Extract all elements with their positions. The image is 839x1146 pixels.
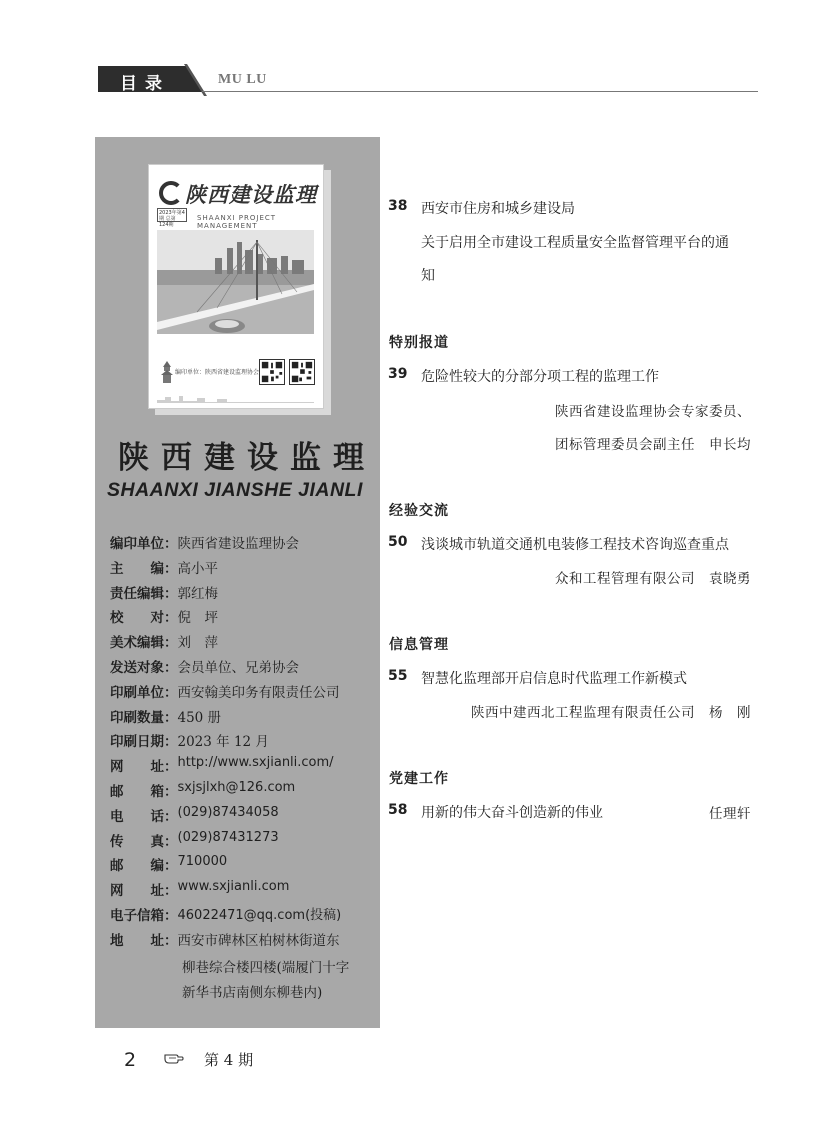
colophon-label: 印刷单位： bbox=[110, 684, 178, 701]
colophon-row bbox=[110, 929, 378, 954]
section-heading: 经验交流 bbox=[389, 503, 449, 519]
colophon-value: 刘 萍 bbox=[177, 635, 218, 652]
website-link[interactable]: www.sxjianli.com bbox=[177, 879, 290, 895]
toc-page-number: 50 bbox=[388, 534, 408, 550]
toc-entry-author: 陕西中建西北工程监理有限责任公司 杨 刚 bbox=[471, 705, 751, 721]
colophon-row bbox=[110, 755, 378, 780]
colophon-label: 印刷日期： bbox=[110, 734, 178, 751]
website-link[interactable]: http://www.sxjianli.com/ bbox=[177, 755, 334, 771]
colophon-row bbox=[110, 780, 378, 805]
cover-image bbox=[148, 164, 324, 409]
magazine-logo-icon bbox=[159, 181, 183, 205]
colophon-label: 网 址： bbox=[110, 759, 178, 776]
section-heading: 党建工作 bbox=[389, 771, 449, 787]
cover-english: SHAANXI PROJECT MANAGEMENT bbox=[197, 214, 277, 230]
toc-page-number: 55 bbox=[388, 668, 408, 684]
magazine-title-cn: 陕西建设监理 bbox=[118, 440, 376, 476]
qr-code-icon bbox=[259, 359, 285, 385]
cover-issue-badge: 2023年第4期 总第124期 bbox=[157, 208, 187, 222]
toc-entry-title[interactable]: 智慧化监理部开启信息时代监理工作新模式 bbox=[421, 671, 687, 687]
cover-skyline bbox=[157, 393, 314, 403]
section-heading: 特别报道 bbox=[389, 335, 449, 351]
colophon-value: 陕西省建设监理协会 bbox=[177, 536, 299, 552]
colophon-row bbox=[110, 582, 378, 607]
colophon-label: 校 对： bbox=[110, 610, 178, 627]
toc-entry-title[interactable]: 用新的伟大奋斗创造新的伟业 bbox=[421, 805, 603, 821]
colophon-row bbox=[110, 606, 378, 631]
toc-page-number: 38 bbox=[388, 198, 408, 214]
toc-page-number: 39 bbox=[388, 366, 408, 382]
toc-entry-author: 团标管理委员会副主任 申长均 bbox=[555, 437, 751, 453]
qr-code-icon bbox=[289, 359, 315, 385]
colophon-row bbox=[110, 904, 378, 929]
colophon-value: 倪 坪 bbox=[177, 610, 218, 627]
colophon-label: 美术编辑： bbox=[110, 635, 178, 652]
cover-caption bbox=[157, 337, 314, 355]
colophon-value: 2023 年 12 月 bbox=[177, 734, 269, 751]
header-english: MU LU bbox=[218, 72, 267, 87]
toc-entry-title[interactable]: 关于启用全市建设工程质量安全监督管理平台的通 bbox=[421, 235, 729, 251]
colophon-label: 地 址： bbox=[110, 932, 178, 949]
colophon-row bbox=[110, 805, 378, 830]
colophon-row bbox=[110, 656, 378, 681]
colophon-label: 发送对象： bbox=[110, 659, 178, 676]
colophon-row bbox=[110, 532, 378, 557]
address-line: 柳巷综合楼四楼(端履门十字 bbox=[182, 960, 350, 976]
colophon-value: 西安翰美印务有限责任公司 bbox=[177, 684, 340, 701]
colophon-label: 网 址： bbox=[110, 883, 178, 900]
toc-entry-title[interactable]: 危险性较大的分部分项工程的监理工作 bbox=[421, 369, 659, 385]
colophon-label: 邮 箱： bbox=[110, 783, 178, 800]
toc-entry-org[interactable]: 西安市住房和城乡建设局 bbox=[421, 201, 575, 217]
section-heading: 信息管理 bbox=[389, 637, 449, 653]
header-rule bbox=[202, 91, 758, 92]
colophon-value: 会员单位、兄弟协会 bbox=[177, 659, 299, 676]
toc-entry-title[interactable]: 浅谈城市轨道交通机电装修工程技术咨询巡查重点 bbox=[421, 537, 729, 553]
cover-title: 陕西建设监理 bbox=[185, 182, 317, 207]
page-number: 2 bbox=[124, 1049, 137, 1071]
hand-pointer-icon bbox=[164, 1051, 184, 1065]
colophon-row bbox=[110, 830, 378, 855]
page-header bbox=[98, 66, 758, 94]
email-link[interactable]: sxjsjlxh@126.com bbox=[177, 779, 296, 795]
colophon bbox=[110, 532, 378, 954]
colophon-label: 编印单位： bbox=[110, 536, 178, 552]
colophon-row bbox=[110, 631, 378, 656]
colophon-value: 西安市碑林区柏树林街道东 bbox=[177, 932, 340, 949]
toc-entry-author: 陕西省建设监理协会专家委员、 bbox=[555, 404, 751, 420]
colophon-label: 邮 编： bbox=[110, 858, 178, 875]
toc-entry-title[interactable]: 知 bbox=[421, 268, 435, 284]
address-line: 新华书店南侧东柳巷内) bbox=[182, 985, 323, 1001]
colophon-label: 电 话： bbox=[110, 808, 178, 825]
colophon-value: (029)87434058 bbox=[177, 804, 279, 820]
colophon-label: 电子信箱： bbox=[110, 907, 178, 924]
cover-publisher: 编印单位：陕西省建设监理协会 bbox=[175, 369, 260, 376]
colophon-value: 710000 bbox=[177, 854, 228, 870]
colophon-value: (029)87431273 bbox=[177, 829, 279, 845]
issue-label: 第 4 期 bbox=[204, 1051, 254, 1069]
pagoda-icon bbox=[159, 361, 175, 383]
colophon-row bbox=[110, 730, 378, 755]
colophon-row bbox=[110, 879, 378, 904]
colophon-row bbox=[110, 854, 378, 879]
colophon-label: 印刷数量： bbox=[110, 709, 178, 726]
magazine-title-en: SHAANXI JIANSHE JIANLI bbox=[107, 479, 363, 501]
toc-page-number: 58 bbox=[388, 802, 408, 818]
colophon-label: 责任编辑： bbox=[110, 585, 178, 602]
colophon-label: 传 真： bbox=[110, 833, 178, 850]
colophon-row bbox=[110, 557, 378, 582]
colophon-value: 郭红梅 bbox=[177, 585, 218, 602]
colophon-row bbox=[110, 681, 378, 706]
colophon-value: 高小平 bbox=[177, 560, 218, 577]
toc-entry-author: 众和工程管理有限公司 袁晓勇 bbox=[555, 571, 751, 587]
toc-entry-author: 任理轩 bbox=[709, 806, 751, 822]
colophon-label: 主 编： bbox=[110, 560, 178, 577]
colophon-value: 450 册 bbox=[177, 709, 222, 726]
colophon-row bbox=[110, 706, 378, 731]
email-link[interactable]: 46022471@qq.com(投稿) bbox=[177, 907, 342, 923]
cover-bridge-photo bbox=[157, 230, 314, 334]
header-tab-label: 目录 bbox=[120, 74, 170, 94]
